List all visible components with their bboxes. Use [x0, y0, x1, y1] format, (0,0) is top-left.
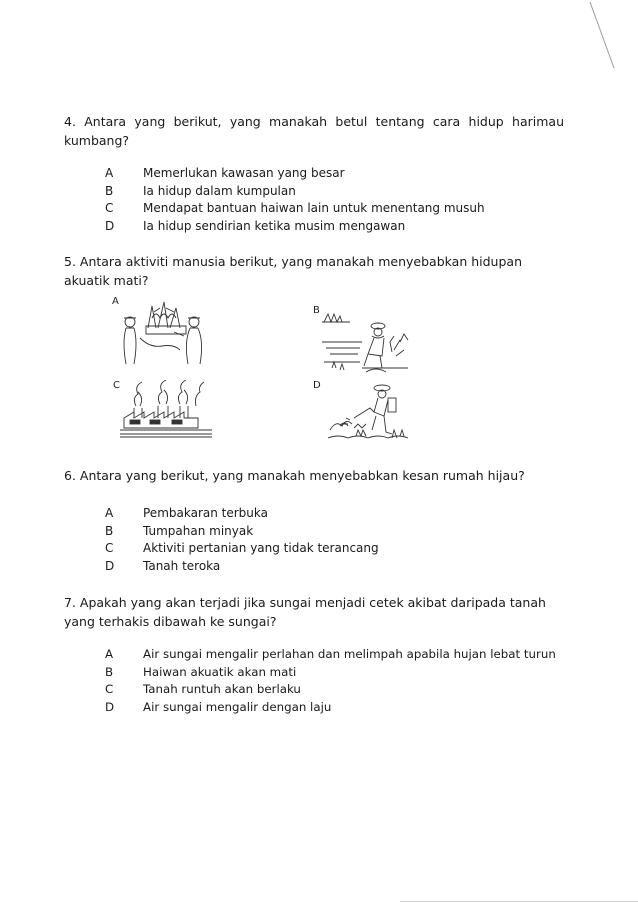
option-c[interactable]: C Mendapat bantuan haiwan lain untuk menentang musuh [105, 201, 485, 215]
people-near-burning-trees-icon[interactable] [118, 298, 210, 368]
factory-smoke-icon[interactable] [120, 380, 216, 438]
question-5 [64, 252, 564, 290]
question-7-stem: 7. Apakah yang akan terjadi jika sungai menjadi cetek akibat daripada tanah yang terhakis dibawah ke sungai? [64, 595, 546, 629]
question-5-stem: 5. Antara aktiviti manusia berikut, yang manakah menyebabkan hidupan akuatik mati? [64, 254, 522, 288]
option-d[interactable]: D Air sungai mengalir dengan laju [105, 699, 332, 714]
option-d[interactable]: D Tanah teroka [105, 558, 221, 573]
question-6-stem: 6. Antara yang berikut, yang manakah menyebabkan kesan rumah hijau? [64, 468, 525, 483]
farmer-planting-seedlings-icon[interactable] [322, 312, 410, 376]
picture-d-label: D [313, 380, 321, 391]
question-4 [64, 112, 564, 150]
question-6-options [105, 505, 575, 575]
question-4-options [105, 165, 575, 235]
option-a[interactable]: A Memerlukan kawasan yang besar [105, 166, 345, 180]
option-b[interactable]: B Tumpahan minyak [105, 523, 254, 538]
scan-artifact-line [588, 0, 618, 70]
picture-a-label: A [112, 296, 119, 307]
question-7 [64, 593, 569, 631]
option-d[interactable]: D Ia hidup sendirian ketika musim mengawan [105, 218, 406, 233]
option-a[interactable]: A Pembakaran terbuka [105, 506, 268, 520]
option-b[interactable]: B Ia hidup dalam kumpulan [105, 183, 296, 198]
picture-c-label: C [113, 380, 120, 391]
option-b[interactable]: B Haiwan akuatik akan mati [105, 664, 297, 679]
question-4-stem: 4. Antara yang berikut, yang manakah betul tentang cara hidup harimau kumbang? [64, 114, 564, 148]
option-c[interactable]: C Aktiviti pertanian yang tidak terancang [105, 541, 379, 555]
option-c[interactable]: C Tanah runtuh akan berlaku [105, 682, 301, 696]
farmer-spraying-crops-icon[interactable] [326, 380, 414, 444]
question-6 [64, 466, 584, 485]
option-a[interactable]: A Air sungai mengalir perlahan dan melimpah apabila hujan lebat turun [105, 647, 556, 661]
picture-b-label: B [313, 305, 320, 316]
question-7-options [105, 646, 575, 716]
